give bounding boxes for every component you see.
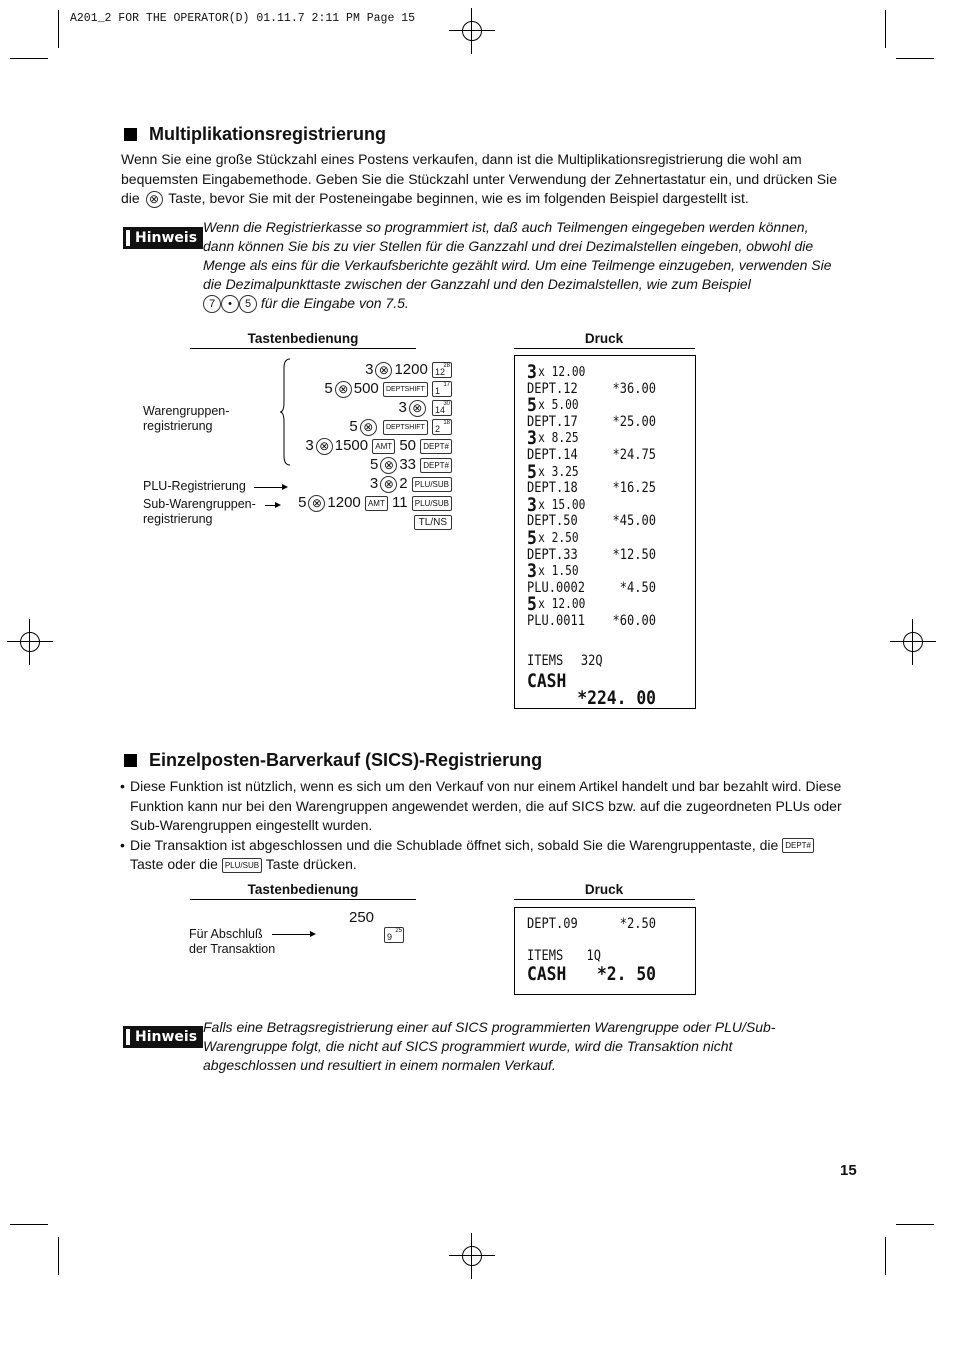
registration-mark (457, 16, 487, 46)
key-operation-sequence (280, 360, 452, 532)
receipt-line: DEPT.33 *12.50 (527, 546, 656, 563)
arrow-icon (265, 505, 279, 506)
receipt-line: 5 x 3.25 (527, 460, 579, 483)
crop-mark (10, 1224, 48, 1225)
crop-mark (896, 1224, 934, 1225)
square-bullet-icon (124, 754, 137, 767)
multiply-key-icon: ⊗ (308, 495, 325, 512)
decimal-key-icon: • (221, 295, 239, 313)
receipt-line: 5 x 12.00 (527, 593, 586, 616)
dept-code-key-icon: DEPT# (782, 838, 814, 853)
arrow-icon (272, 934, 314, 935)
dept-key-icon: 30 14 (432, 400, 452, 416)
dept-key-icon: 25 9 (384, 927, 404, 943)
op-line: 5 ⊗ 500 DEPTSHIFT 17 1 (324, 380, 450, 397)
deptshift-key-icon: DEPTSHIFT (383, 420, 428, 435)
column-label-operation: Tastenbedienung (247, 331, 359, 346)
op-line: 3 ⊗ 2 PLU/SUB (370, 474, 452, 493)
tl-ns-key-icon: TL/NS (414, 515, 452, 530)
registration-mark (457, 1241, 487, 1271)
receipt-total-line: *224. 00 (577, 686, 656, 709)
square-bullet-icon (124, 128, 137, 141)
receipt-printout (514, 355, 696, 709)
dept-key-icon: 17 1 (432, 381, 452, 397)
column-label-operation: Tastenbedienung (247, 882, 359, 897)
section-title-multiplication: Multiplikationsregistrierung (124, 124, 386, 145)
divider (514, 348, 695, 349)
receipt-line: ITEMS 1Q (527, 948, 601, 964)
label-dept-registration: Warengruppen- registrierung (143, 404, 230, 433)
op-key (384, 926, 404, 944)
file-header: A201_2 FOR THE OPERATOR(D) 01.11.7 2:11 PM Page 15 (70, 12, 416, 25)
bullet-list (120, 777, 842, 875)
registration-mark (15, 627, 45, 657)
receipt-line: 3 x 8.25 (527, 427, 579, 450)
dept-key-icon: 18 2 (432, 419, 452, 435)
crop-mark (896, 58, 934, 59)
op-line (414, 512, 452, 531)
column-label-print: Druck (584, 331, 624, 346)
receipt-cash-line: CASH (527, 669, 567, 692)
intro-paragraph: Wenn Sie eine große Stückzahl eines Postens verkaufen, dann ist die Multiplikationsregistrierung die wohl am bequemsten Eingabemethode. Geben Sie die Stückzahl unter Verwendung der Zehnertastatur ein, und drücken Sie die ⊗ Taste, bevor Sie mit der Posteneingabe beginnen, wie es im folgenden Beispiel dargestellt ist. (121, 151, 838, 206)
plu-sub-key-icon: PLU/SUB (222, 858, 262, 873)
note-badge: Hinweis (123, 1026, 203, 1048)
crop-mark (885, 10, 886, 48)
bullet-item: • Die Transaktion ist abgeschlossen und die Schublade öffnet sich, sobald Sie die Warengruppentaste, die DEPT# Taste oder die PLU/SUB Taste drücken. (120, 836, 842, 875)
multiply-key-icon: ⊗ (316, 438, 333, 455)
crop-mark (58, 10, 59, 48)
dept-code-key-icon: DEPT# (420, 439, 452, 454)
receipt-total-line: CASH *2. 50 (527, 963, 656, 985)
op-line: 3 ⊗ 30 14 (398, 399, 450, 416)
divider (190, 348, 416, 349)
note-badge: Hinweis (123, 227, 203, 249)
page-number: 15 (840, 1162, 857, 1179)
receipt-line: DEPT.17 *25.00 (527, 413, 656, 430)
multiply-key-icon: ⊗ (409, 400, 426, 417)
key-5-icon: 5 (239, 295, 257, 313)
divider (190, 899, 416, 900)
note-text: Wenn die Registrierkasse so programmiert ist, daß auch Teilmengen eingegeben werden können, dann können Sie bis zu vier Stellen für die Ganzzahl und drei Dezimalstellen eingeben, obwohl die Menge als eins für die Verkaufsberichte gezählt wird. Um eine Teilmenge einzugeben, verwenden Sie die Dezimalpunkttaste zwischen der Ganzzahl und den Dezimalstellen, wie zum Beispiel 7 • 5 für die Eingabe von 7.5. (203, 218, 843, 313)
dept-code-key-icon: DEPT# (420, 458, 452, 473)
amt-key-icon: AMT (365, 496, 388, 511)
receipt-line: 5 x 5.00 (527, 394, 579, 417)
op-line: 3 ⊗ 1500 AMT 50 DEPT# (305, 436, 452, 455)
multiply-key-icon: ⊗ (380, 457, 397, 474)
bullet-item: • Diese Funktion ist nützlich, wenn es sich um den Verkauf von nur einem Artikel handelt und bar bezahlt wird. Diese Funktion kann nur bei den Warengruppen angewendet werden, die auf SICS bzw. auf die zugeordneten PLUs oder Sub-Warengruppen eingestellt wurden. (120, 778, 842, 833)
amt-key-icon: AMT (372, 439, 395, 454)
registration-mark (898, 627, 928, 657)
multiply-key-icon: ⊗ (375, 362, 392, 379)
receipt-line: 3 x 1.50 (527, 560, 579, 583)
multiply-key-icon: ⊗ (335, 381, 352, 398)
crop-mark (10, 58, 48, 59)
op-amount: 250 (349, 909, 375, 926)
divider (514, 899, 695, 900)
receipt-line: DEPT.50 *45.00 (527, 513, 656, 530)
op-line: 5 ⊗ 1200 AMT 11 PLU/SUB (298, 493, 452, 512)
multiply-key-icon: ⊗ (360, 419, 377, 436)
receipt-line: 3 x 15.00 (527, 493, 586, 516)
receipt-line: DEPT.14 *24.75 (527, 447, 656, 463)
column-label-print: Druck (584, 882, 624, 897)
label-subdept-registration: Sub-Warengruppen- registrierung (143, 497, 256, 526)
note-text: Falls eine Betragsregistrierung einer auf SICS programmierten Warengruppe oder PLU/Sub-Warengruppe folgt, die nicht auf SICS programmiert wurde, wird die Transaktion nicht abgeschlossen und resultiert in einem normalen Verkauf. (203, 1019, 776, 1073)
crop-mark (58, 1237, 59, 1275)
multiply-key-icon: ⊗ (146, 191, 163, 208)
multiply-key-icon: ⊗ (380, 476, 397, 493)
key-7-icon: 7 (203, 295, 221, 313)
receipt-line: PLU.0011 *60.00 (527, 613, 656, 629)
dept-key-icon: 28 12 (432, 362, 452, 378)
op-line: 5 ⊗ 33 DEPT# (370, 455, 452, 474)
label-transaction-close: Für Abschluß der Transaktion (189, 927, 276, 956)
plu-sub-key-icon: PLU/SUB (412, 496, 452, 511)
receipt-printout-sics (514, 907, 696, 995)
op-line: 5 ⊗ DEPTSHIFT 18 2 (349, 418, 450, 435)
receipt-line: DEPT.09 *2.50 (527, 916, 656, 932)
receipt-line: DEPT.18 *16.25 (527, 480, 656, 497)
section-title-sics: Einzelposten-Barverkauf (SICS)-Registrierung (124, 750, 542, 771)
op-line: 3 ⊗ 1200 28 12 (365, 361, 450, 378)
deptshift-key-icon: DEPTSHIFT (383, 382, 428, 397)
crop-mark (885, 1237, 886, 1275)
receipt-line: 5 x 2.50 (527, 527, 579, 549)
plu-sub-key-icon: PLU/SUB (412, 477, 452, 492)
label-plu-registration: PLU-Registrierung (143, 479, 246, 493)
receipt-line: 3 x 12.00 (527, 361, 586, 383)
receipt-line: DEPT.12 *36.00 (527, 380, 656, 397)
receipt-items-line: ITEMS 32Q (527, 652, 603, 669)
receipt-line: PLU.0002 *4.50 (527, 579, 656, 596)
